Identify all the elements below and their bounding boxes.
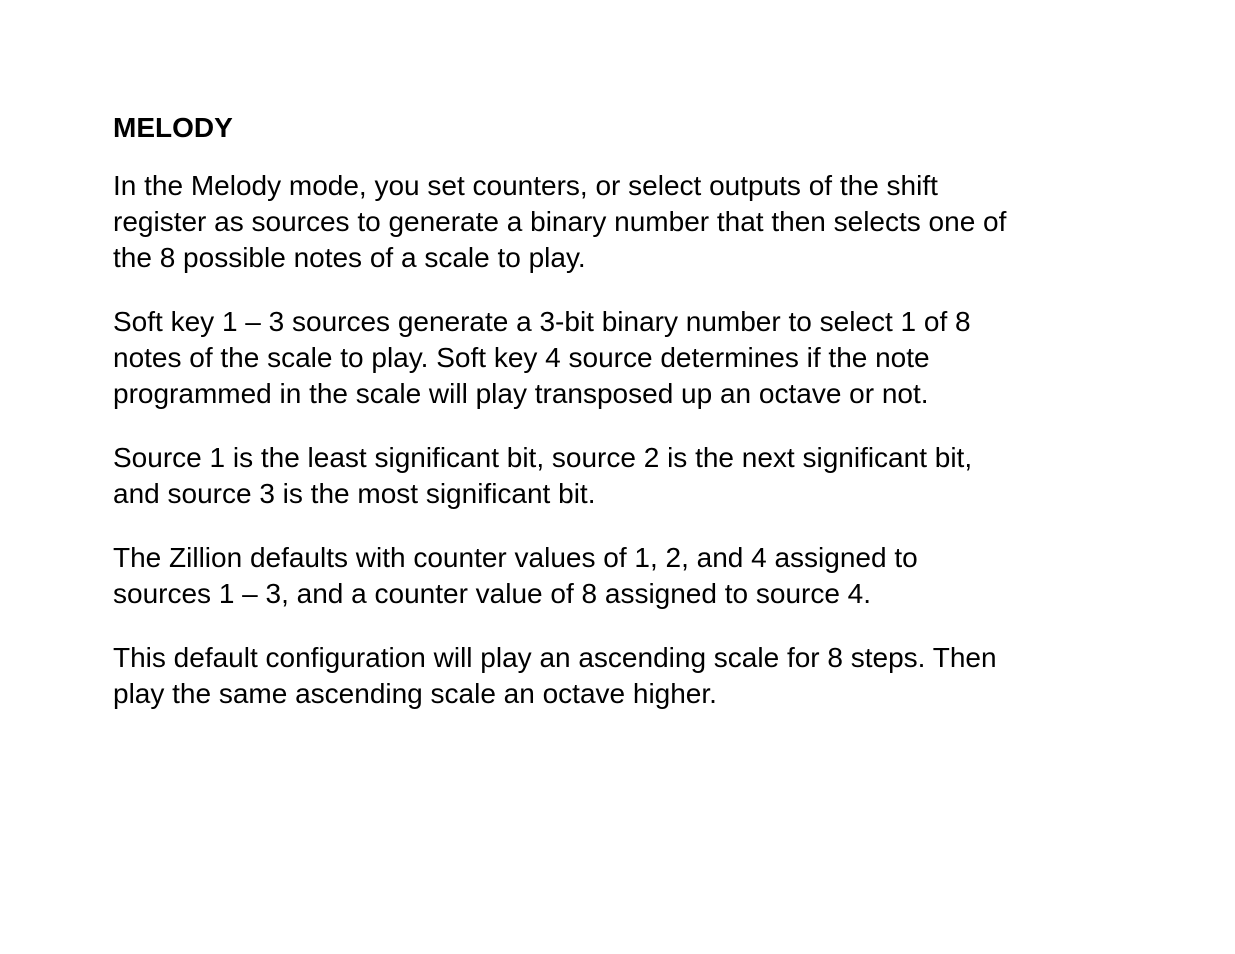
paragraph-soft-keys: [113, 304, 1123, 412]
document-page: [113, 110, 1123, 740]
text-line: Soft key 1 – 3 sources generate a 3-bit binary number to select 1 of 8: [113, 306, 971, 337]
text-line: Source 1 is the least significant bit, source 2 is the next significant bit,: [113, 442, 973, 473]
section-heading: MELODY: [113, 112, 233, 143]
paragraph-defaults: [113, 540, 1123, 612]
text-line: programmed in the scale will play transposed up an octave or not.: [113, 378, 929, 409]
text-line: register as sources to generate a binary number that then selects one of: [113, 206, 1007, 237]
text-line: The Zillion defaults with counter values of 1, 2, and 4 assigned to: [113, 542, 918, 573]
text-line: and source 3 is the most significant bit.: [113, 478, 596, 509]
text-line: the 8 possible notes of a scale to play.: [113, 242, 586, 273]
text-line: sources 1 – 3, and a counter value of 8 assigned to source 4.: [113, 578, 872, 609]
text-line: notes of the scale to play. Soft key 4 source determines if the note: [113, 342, 930, 373]
paragraph-bit-significance: [113, 440, 1123, 512]
paragraph-intro: [113, 168, 1123, 276]
paragraph-default-behavior: [113, 640, 1123, 712]
text-line: play the same ascending scale an octave higher.: [113, 678, 717, 709]
text-line: This default configuration will play an ascending scale for 8 steps. Then: [113, 642, 997, 673]
text-line: In the Melody mode, you set counters, or select outputs of the shift: [113, 170, 938, 201]
